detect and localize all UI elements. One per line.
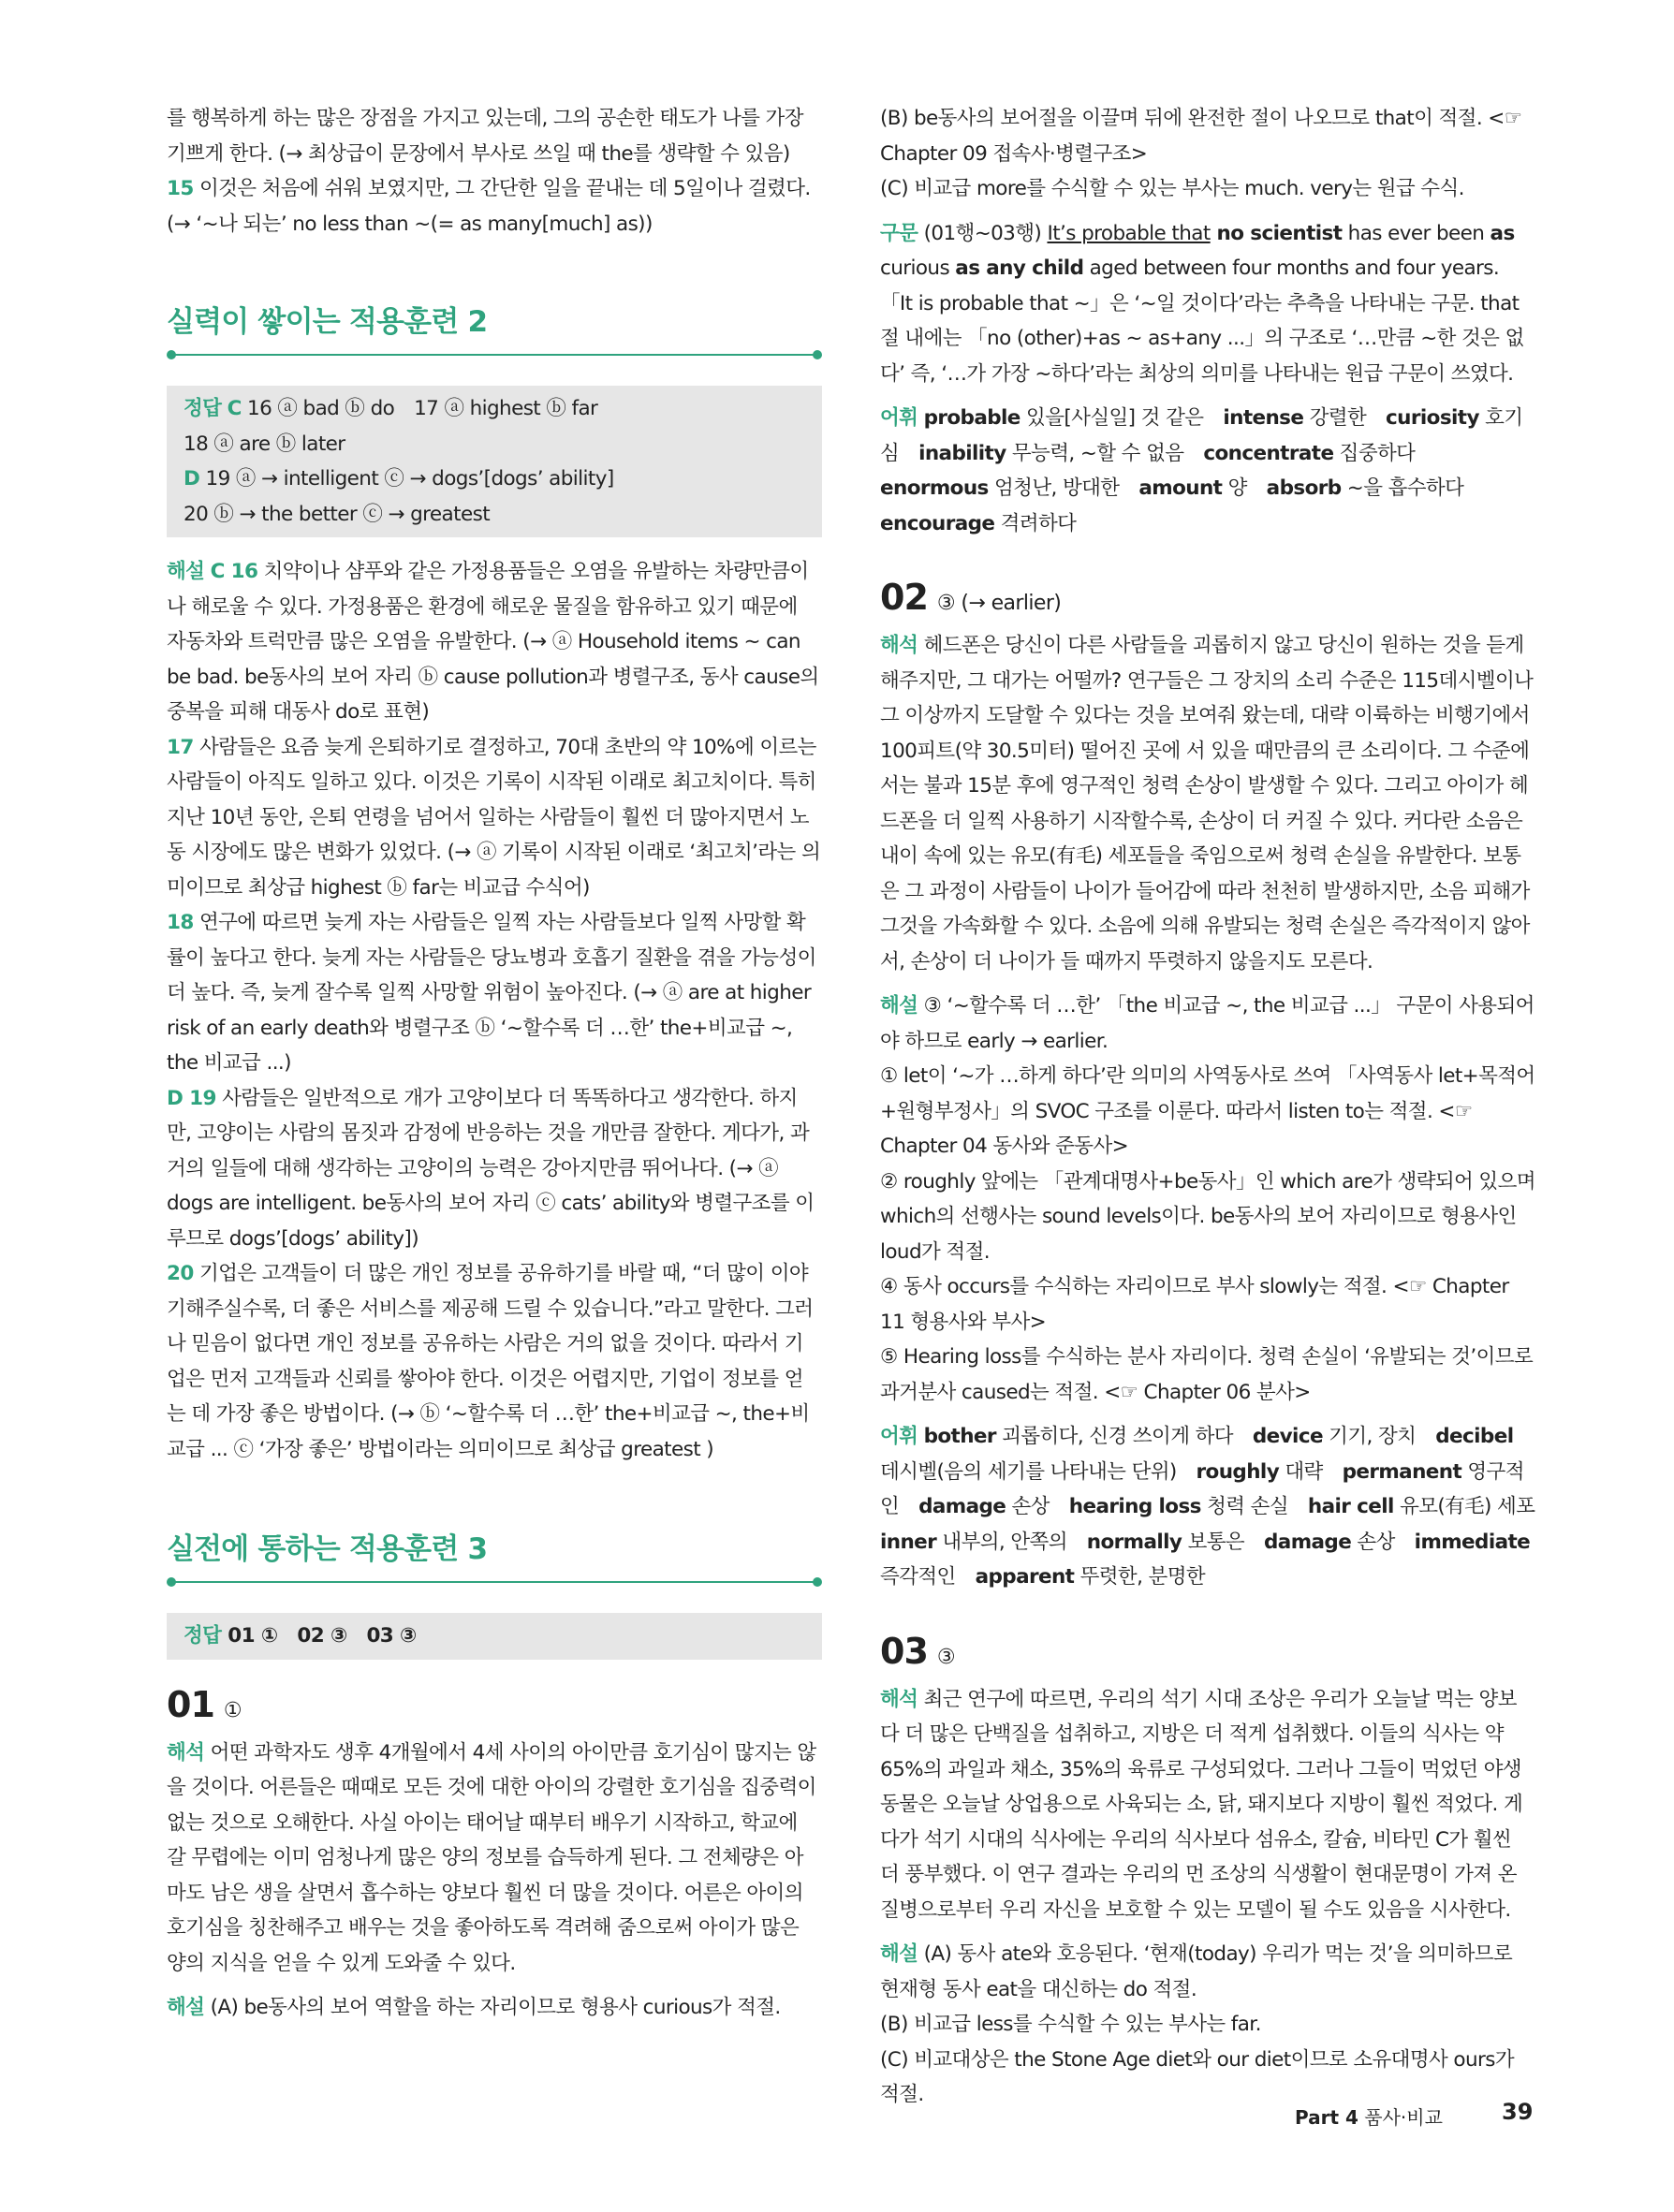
section-3 [167,1529,822,2026]
vocab-word: absorb [1266,476,1342,500]
vocab-word: probable [923,406,1021,430]
question-02-explanation-4: ④ 동사 occurs를 수식하는 자리이므로 부사 slowly는 적절. <☞ Chapter 11 형용사와 부사> [880,1275,1509,1334]
vocab-word: encourage [880,511,995,535]
question-02-explanation-5: ⑤ Hearing loss를 수식하는 분사 자리이다. 청력 손실이 ‘유발되는 것’이므로 과거분사 caused는 적절. <☞ Chapter 06 분사> [880,1345,1534,1404]
question-01-syntax: 구문 (01행~03행) It’s probable that no scientist has ever been as curious as any child aged between four months and four years. [880,221,1515,280]
vocab-word: permanent [1342,1459,1462,1484]
page-number: 39 [1502,2099,1534,2125]
vocab-word: immediate [1414,1530,1531,1554]
section-2-title: 실력이 쌓이는 적용훈련 2 [167,305,488,339]
vocab-word: enormous [880,476,989,500]
vocab-word: concentrate [1203,441,1334,465]
question-01 [167,1680,822,2026]
vocab-meaning: 내부의, 안쪽의 [936,1530,1087,1554]
section-2-answer-box: 정답 C 16 ⓐ bad ⓑ do 17 ⓐ highest ⓑ far 18 ⓐ are ⓑ later D 19 ⓐ → intelligent ⓒ → dogs’[dogs’ ability] 20 ⓑ → the better ⓒ → greatest [167,386,822,537]
vocab-meaning: 호기심 [880,406,1523,465]
question-01-explanation-c: (C) 비교급 more를 수식할 수 있는 부사는 much. very는 원급 수식. [880,177,1464,200]
vocab-meaning: 데시벨(음의 세기를 나타내는 단위) [880,1459,1197,1484]
vocab-word: hair cell [1307,1495,1394,1518]
explanation-18: 18 연구에 따르면 늦게 자는 사람들은 일찍 자는 사람들보다 일찍 사망할 확률이 높다고 한다. 늦게 자는 사람들은 당뇨병과 호흡기 질환을 겪을 가능성이 더 높다. 즉, 늦게 잘수록 일찍 사망할 위험이 높아진다. (→ ⓐ are at higher risk of an early death와 병렬구조 ⓑ ‘~할수록 더 …한’ the+비교급 ~, the 비교급 ...) [167,911,816,1075]
vocab-word: damage [1264,1530,1352,1554]
vocab-meaning: 손상 [1351,1530,1415,1554]
vocab-word: bother [923,1425,996,1448]
vocab-word: device [1252,1425,1323,1448]
explanation-20: 20 기업은 고객들이 더 많은 개인 정보를 공유하기를 바랄 때, “더 많이 이야기해주실수록, 더 좋은 서비스를 제공해 드릴 수 있습니다.”라고 말한다. 그러나 믿음이 없다면 개인 정보를 공유하는 사람은 거의 없을 것이다. 따라서 기업은 먼저 고객들과 신뢰를 쌓아야 한다. 이것은 어렵지만, 기업이 정보를 얻는 데 가장 좋은 방법이다. (→ ⓑ ‘~할수록 더 …한’ the+비교급 ~, the+비교급 ... ⓒ ‘가장 좋은’ 방법이라는 의미이므로 최상급 greatest ) [167,1262,814,1461]
question-02-translation: 해석 헤드폰은 당신이 다른 사람들을 괴롭히지 않고 당신이 원하는 것을 듣게 해주지만, 그 대가는 어떨까? 연구들은 그 장치의 소리 수준은 115데시벨이나 그 이상까지 도달할 수 있다는 것을 보여줘 왔는데, 대략 이륙하는 비행기에서 100피트(약 30.5미터) 떨어진 곳에 서 있을 때만큼의 큰 소리이다. 그 수준에서는 불과 15분 후에 영구적인 청력 손상이 발생할 수 있다. 그리고 아이가 헤드폰을 더 일찍 사용하기 시작할수록, 손상이 더 커질 수 있다. 커다란 소음은 내이 속에 있는 유모(有毛) 세포들을 죽임으로써 청력 손실을 유발한다. 보통은 그 과정이 사람들이 나이가 들어감에 따라 천천히 발생하지만, 소음 피해가 그것을 가속화할 수 있다. 소음에 의해 유발되는 청력 손실은 즉각적이지 않아서, 손상이 더 나이가 들 때까지 뚜렷하지 않을지도 모른다. [880,634,1534,974]
vocab-list [880,1425,1554,1589]
vocab-word: curiosity [1386,406,1479,430]
question-01-explanation-b: (B) be동사의 보어절을 이끌며 뒤에 완전한 절이 나오므로 that이 적절. <☞ Chapter 09 접속사·병렬구조> [880,107,1522,166]
question-01-explanation-a: 해설 (A) be동사의 보어 역할을 하는 자리이므로 형용사 curious가 적절. [167,1996,781,2019]
intro-paragraph: 를 행복하게 하는 많은 장점을 가지고 있는데, 그의 공손한 태도가 나를 가장 기쁘게 한다. (→ 최상급이 문장에서 부사로 쓰일 때 the를 생략할 수 있음) 15 이것은 처음에 쉬워 보였지만, 그 간단한 일을 끝내는 데 5일이나 걸렸다. (→ ‘~나 되는’ no less than ~(= as many[much] as)) [167,107,811,236]
question-02-vocabulary: 어휘 bother 괴롭히다, 신경 쓰이게 하다 device 기기, 장치 decibel 데시벨(음의 세기를 나타내는 단위) roughly 대략 permanent 영구적인 damage 손상 hearing loss 청력 손실 hair cell 유모(有毛) 세포 inner 내부의, 안쪽의 normally 보통은 damage 손상 immediate 즉각적인 apparent 뚜렷한, 분명한 [880,1425,1555,1589]
question-03 [880,1627,1535,2113]
vocab-word: inner [880,1530,937,1554]
vocab-meaning: 즉각적인 [880,1565,976,1589]
question-03-explanation-a: 해설 (A) 동사 ate와 호응된다. ‘현재(today) 우리가 먹는 것’을 의미하므로 현재형 동사 eat을 대신하는 do 적절. [880,1942,1513,2001]
section-3-title: 실전에 통하는 적용훈련 3 [167,1532,488,1566]
question-01-header: 01 ① [167,1683,242,1725]
vocab-list [880,406,1522,535]
vocab-meaning: ~을 흡수하다 [1341,476,1484,500]
vocab-word: amount [1138,476,1223,500]
vocab-word: apparent [975,1565,1075,1589]
vocab-meaning: 보통은 [1182,1530,1264,1554]
vocab-meaning: 유모(有毛) 세포 [1393,1495,1555,1518]
question-02 [880,573,1555,1595]
vocab-meaning: 엄청난, 방대한 [988,476,1139,500]
vocab-meaning: 양 [1222,476,1267,500]
left-column [167,101,822,2026]
right-column [880,101,1555,2113]
explanation-c16: 해설 C 16 치약이나 샴푸와 같은 가정용품들은 오염을 유발하는 차량만큼이나 해로울 수 있다. 가정용품은 환경에 해로운 물질을 함유하고 있기 때문에 자동차와 트럭만큼 많은 오염을 유발한다. (→ ⓐ Household items ~ can be bad. be동사의 보어 자리 ⓑ cause pollution과 병렬구조, 동사 cause의 중복을 피해 대동사 do로 표현) [167,560,819,724]
vocab-meaning: 청력 손실 [1200,1495,1308,1518]
explanation-17: 17 사람들은 요즘 늦게 은퇴하기로 결정하고, 70대 초반의 약 10%에 이르는 사람들이 아직도 일하고 있다. 이것은 기록이 시작된 이래로 최고치이다. 특히 지난 10년 동안, 은퇴 연령을 넘어서 일하는 사람들이 훨씬 더 많아지면서 노동 시장에도 많은 변화가 있었다. (→ ⓐ 기록이 시작된 이래로 ‘최고치’라는 의미이므로 최상급 highest ⓑ far는 비교급 수식어) [167,735,821,900]
vocab-meaning: 대략 [1279,1459,1343,1484]
vocab-meaning: 뚜렷한, 분명한 [1074,1565,1206,1589]
vocab-meaning: 기기, 장치 [1322,1425,1436,1448]
vocab-meaning: 괴롭히다, 신경 쓰이게 하다 [995,1425,1253,1448]
question-02-explanation-2: ② roughly 앞에는 「관계대명사+be동사」인 which are가 생략되어 있으며 which의 선행사는 sound levels이다. be동사의 보어 자리이므로 형용사인 loud가 적절. [880,1169,1535,1264]
question-03-explanation-c: (C) 비교대상은 the Stone Age diet와 our diet이므로 소유대명사 ours가 적절. [880,2047,1514,2106]
section-2-rule [167,348,822,361]
vocab-meaning: 있을[사실일] 것 같은 [1020,406,1224,430]
question-02-explanation: 해설 ③ ‘~할수록 더 …한’ 「the 비교급 ~, the 비교급 ...」 구문이 사용되어야 하므로 early → earlier. [880,994,1534,1053]
vocab-word: normally [1086,1530,1182,1554]
vocab-meaning: 강렬한 [1303,406,1387,430]
vocab-meaning: 격려하다 [994,511,1077,535]
vocab-word: damage [918,1495,1006,1518]
vocab-word: hearing loss [1068,1495,1201,1518]
vocab-meaning: 집중하다 [1333,441,1435,465]
question-03-translation: 해석 최근 연구에 따르면, 우리의 석기 시대 조상은 우리가 오늘날 먹는 양보다 더 많은 단백질을 섭취하고, 지방은 더 적게 섭취했다. 이들의 식사는 약 65%의 과일과 채소, 35%의 육류로 구성되었다. 그러나 그들이 먹었던 야생 동물은 오늘날 상업용으로 사육되는 소, 닭, 돼지보다 지방이 훨씬 적었다. 게다가 석기 시대의 식사에는 우리의 식사보다 섬유소, 칼슘, 비타민 C가 훨씬 더 풍부했다. 이 연구 결과는 우리의 먼 조상의 식생활이 현대문명이 가져 온 질병으로부터 우리 자신을 보호할 수 있는 모델이 될 수도 있음을 시사한다. [880,1687,1523,1922]
item-number-15: 15 [167,177,194,200]
question-02-explanation-1: ① let이 ‘~가 …하게 하다’란 의미의 사역동사로 쓰여 「사역동사 let+목적어+원형부정사」의 SVOC 구조를 이룬다. 따라서 listen to는 적절. <☞ Chapter 04 동사와 준동사> [880,1064,1535,1158]
explanation-d19: D 19 사람들은 일반적으로 개가 고양이보다 더 똑똑하다고 생각한다. 하지만, 고양이는 사람의 몸짓과 감정에 반응하는 것을 개만큼 잘한다. 게다가, 과거의 일들에 대해 생각하는 고양이의 능력은 강아지만큼 뛰어나다. (→ ⓐ dogs are intelligent. be동사의 보어 자리 ⓒ cats’ ability와 병렬구조를 이루므로 dogs’[dogs’ ability]) [167,1086,815,1251]
question-01-translation: 해석 어떤 과학자도 생후 4개월에서 4세 사이의 아이만큼 호기심이 많지는 않을 것이다. 어른들은 때때로 모든 것에 대한 아이의 강렬한 호기심을 집중력이 없는 것으로 오해한다. 사실 아이는 태어날 때부터 배우기 시작하고, 학교에 갈 무렵에는 이미 엄청나게 많은 양의 정보를 습득하게 된다. 그 전체량은 아마도 남은 생을 살면서 흡수하는 양보다 훨씬 더 많을 것이다. 어른은 아이의 호기심을 칭찬해주고 배우는 것을 좋아하도록 격려해 줌으로써 아이가 많은 양의 지식을 얻을 수 있게 도와줄 수 있다. [167,1740,816,1975]
vocab-word: decibel [1435,1425,1514,1448]
section-3-rule [167,1575,822,1589]
vocab-word: roughly [1196,1459,1280,1484]
section-2 [167,301,822,1467]
section-3-answer-box: 정답 01 ① 02 ③ 03 ③ [167,1613,822,1660]
question-03-header: 03 ③ [880,1630,956,1672]
vocab-meaning: 영구적인 [880,1459,1524,1518]
vocab-word: intense [1223,406,1304,430]
question-02-header: 02 ③ (→ earlier) [880,577,1062,618]
vocab-meaning: 무능력, ~할 수 없음 [1006,441,1204,465]
page-footer: Part 4 품사·비교 [1295,2106,1443,2129]
question-01-vocabulary: 어휘 probable 있을[사실일] 것 같은 intense 강렬한 curiosity 호기심 inability 무능력, ~할 수 없음 concentrate 집중하다 enormous 엄청난, 방대한 amount 양 absorb ~을 흡수하다 encourage 격려하다 [880,406,1523,535]
vocab-meaning: 손상 [1006,1495,1069,1518]
vocab-word: inability [918,441,1006,465]
question-01-syntax-note: 「It is probable that ~」은 ‘~일 것이다’라는 추측을 나타내는 구문. that절 내에는 「no (other)+as ~ as+any ...」의 구조로 ‘…만큼 ~한 것은 없다’ 즉, ‘…가 가장 ~하다’라는 최상의 의미를 나타내는 원급 구문이 쓰였다. [880,291,1524,386]
question-03-explanation-b: (B) 비교급 less를 수식할 수 있는 부사는 far. [880,2013,1261,2036]
section-2-explanations [167,554,822,1467]
